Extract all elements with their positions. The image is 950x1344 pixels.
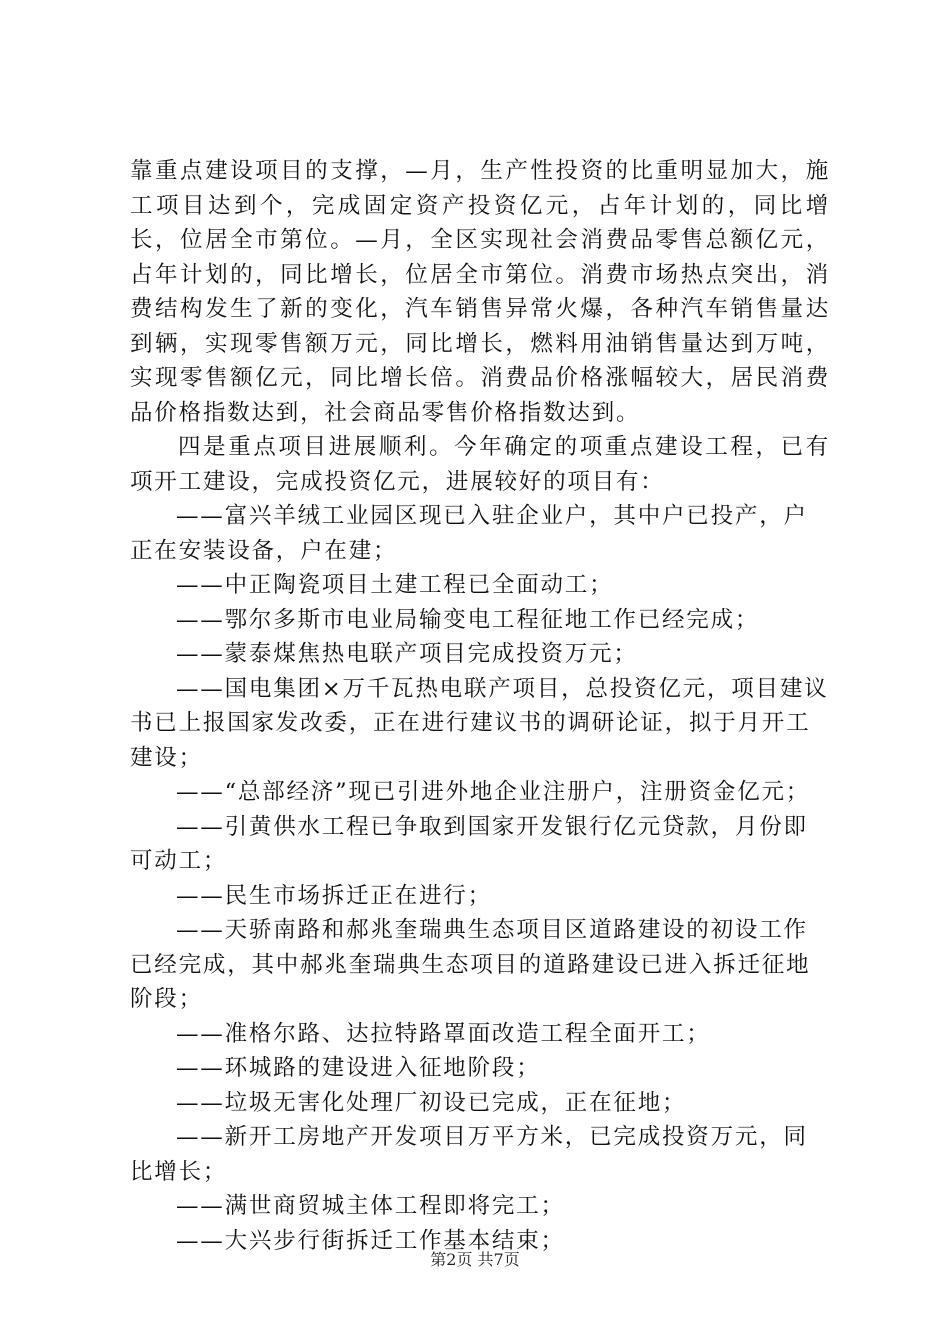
- document-body: [130, 154, 830, 1258]
- list-item: ——鄂尔多斯市电业局输变电工程征地工作已经完成；: [176, 606, 760, 633]
- list-item: ——中正陶瓷项目土建工程已全面动工；: [176, 572, 614, 598]
- list-item: ——准格尔路、达拉特路罩面改造工程全面开工；: [176, 1020, 711, 1047]
- list-item: ——环城路的建设进入征地阶段；: [176, 1055, 541, 1081]
- paragraph-key-projects: 四是重点项目进展顺利。今年确定的项重点建设工程，已有项开工建设，完成投资亿元，进展较好的项目有：: [130, 434, 830, 495]
- list-item: ——引黄供水工程已争取到国家开发银行亿元贷款，月份即可动工；: [130, 813, 808, 874]
- list-item: ——富兴羊绒工业园区现已入驻企业户，其中户已投产，户正在安装设备，户在建；: [130, 503, 808, 564]
- page-number-footer: 第2页 共7页: [430, 1250, 520, 1269]
- list-item: ——民生市场拆迁正在进行；: [176, 882, 492, 909]
- list-item: ——天骄南路和郝兆奎瑞典生态项目区道路建设的初设工作已经完成，其中郝兆奎瑞典生态项目的道路建设已进入拆迁征地阶段；: [130, 917, 811, 1012]
- list-item: ——大兴步行街拆迁工作基本结束；: [176, 1227, 565, 1254]
- list-item: ——满世商贸城主体工程即将完工；: [176, 1193, 565, 1219]
- list-item: ——新开工房地产开发项目万平方米，已完成投资万元，同比增长；: [130, 1124, 808, 1185]
- list-item: ——“总部经济”现已引进外地企业注册户，注册资金亿元；: [176, 779, 811, 805]
- list-item: ——垃圾无害化处理厂初设已完成，正在征地；: [176, 1089, 687, 1116]
- paragraph-investment: 靠重点建设项目的支撑，—月，生产性投资的比重明显加大，施工项目达到个，完成固定资产投资亿元，占年计划的，同比增长，位居全市第位。—月，全区实现社会消费品零售总额亿元，占年计划的，同比增长，位居全市第位。消费市场热点突出，消费结构发生了新的变化，汽车销售异常火爆，各种汽车销售量达到辆，实现零售额万元，同比增长，燃料用油销售量达到万吨，实现零售额亿元，同比增长倍。消费品价格涨幅较大，居民消费品价格指数达到，社会商品零售价格指数达到。: [130, 158, 830, 426]
- list-item: ——蒙泰煤焦热电联产项目完成投资万元；: [176, 641, 638, 667]
- list-item: ——国电集团×万千瓦热电联产项目，总投资亿元，项目建议书已上报国家发改委，正在进行建议书的调研论证，拟于月开工建设；: [130, 675, 829, 771]
